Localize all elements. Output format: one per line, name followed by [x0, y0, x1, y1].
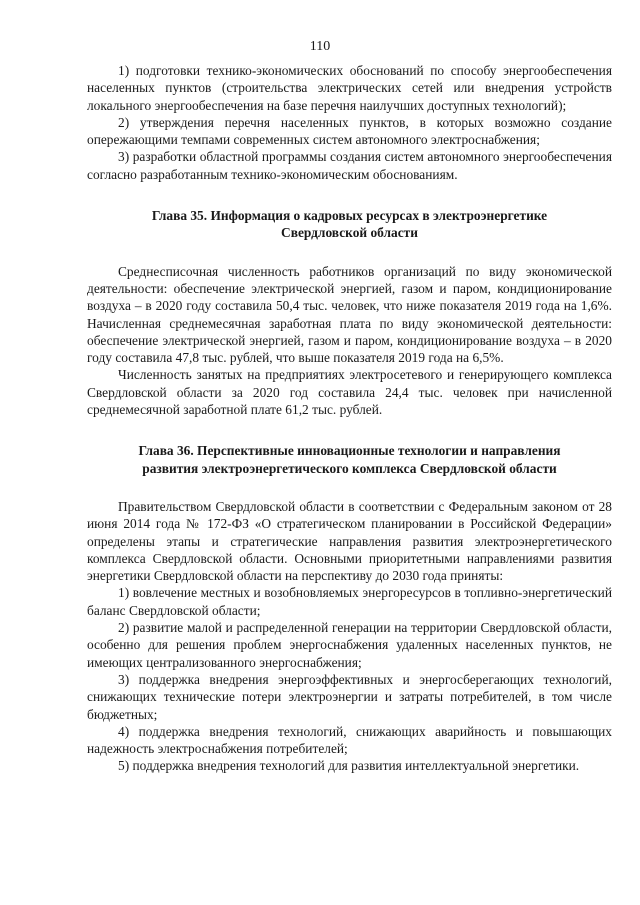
- chapter-36-heading: [87, 442, 612, 477]
- chapter-36-title-line-1: Глава 36. Перспективные инновационные технологии и направления: [138, 443, 561, 459]
- list-item: 2) утверждения перечня населенных пунктов, в которых возможно создание опережающими темпами современных систем автономного электроснабжения;: [87, 114, 612, 148]
- paragraph: Среднесписочная численность работников организаций по виду экономической деятельности: обеспечение электрической энергией, газом и паром, кондиционирование воздуха – в 2020 году составила 50,4 тыс. человек, что ниже показателя 2019 года на 1,6%. Начисленная среднемесячная заработная плата по виду экономической деятельности: обеспечение электрической энергией, газом и паром, кондиционирование воздуха – в 2020 году составила 47,8 тыс. рублей, что выше показателя 2019 года на 6,5%.: [87, 263, 612, 366]
- list-item: 4) поддержка внедрения технологий, снижающих аварийность и повышающих надежность электроснабжения потребителей;: [87, 723, 612, 757]
- paragraph: Правительством Свердловской области в соответствии с Федеральным законом от 28 июня 2014 года № 172-ФЗ «О стратегическом планировании в Российской Федерации» определены этапы и стратегические направления развития электроэнергетического комплекса Свердловской области. Основными приоритетными направлениями развития энергетики Свердловской области на перспективу до 2030 года приняты:: [87, 498, 612, 584]
- list-item: 2) развитие малой и распределенной генерации на территории Свердловской области, особенно для решения проблем энергоснабжения удаленных населенных пунктов, не имеющих централизованного энергоснабжения;: [87, 620, 612, 670]
- list-item: 1) вовлечение местных и возобновляемых энергоресурсов в топливно-энергетический баланс Свердловской области;: [87, 585, 612, 618]
- page-content: [87, 62, 612, 775]
- chapter-35-title-line-1: Глава 35. Информация о кадровых ресурсах в электроэнергетике: [151, 208, 548, 224]
- chapter-35-heading: [87, 207, 612, 242]
- list-item: 3) поддержка внедрения энергоэффективных и энергосберегающих технологий, снижающих технические потери электроэнергии и затраты потребителей, в том числе бюджетных;: [87, 671, 612, 722]
- chapter-35-title-line-2: Свердловской области: [281, 225, 418, 241]
- list-item: 3) разработки областной программы создания систем автономного энергообеспечения согласно разработанным технико-экономическим обоснованиям.: [87, 149, 612, 182]
- list-item: 5) поддержка внедрения технологий для развития интеллектуальной энергетики.: [118, 758, 580, 774]
- page-number: 110: [309, 39, 331, 54]
- list-item: 1) подготовки технико-экономических обоснований по способу энергообеспечения населенных пунктов (строительства электрических сетей или внедрения устройств локального энергообеспечения на базе перечня наилучших доступных технологий);: [87, 63, 612, 113]
- chapter-36-title-line-2: развития электроэнергетического комплекса Свердловской области: [142, 460, 557, 476]
- paragraph: Численность занятых на предприятиях электросетевого и генерирующего комплекса Свердловской области за 2020 год составила 24,4 тыс. человек при начисленной среднемесячной заработной плате 61,2 тыс. рублей.: [87, 367, 612, 418]
